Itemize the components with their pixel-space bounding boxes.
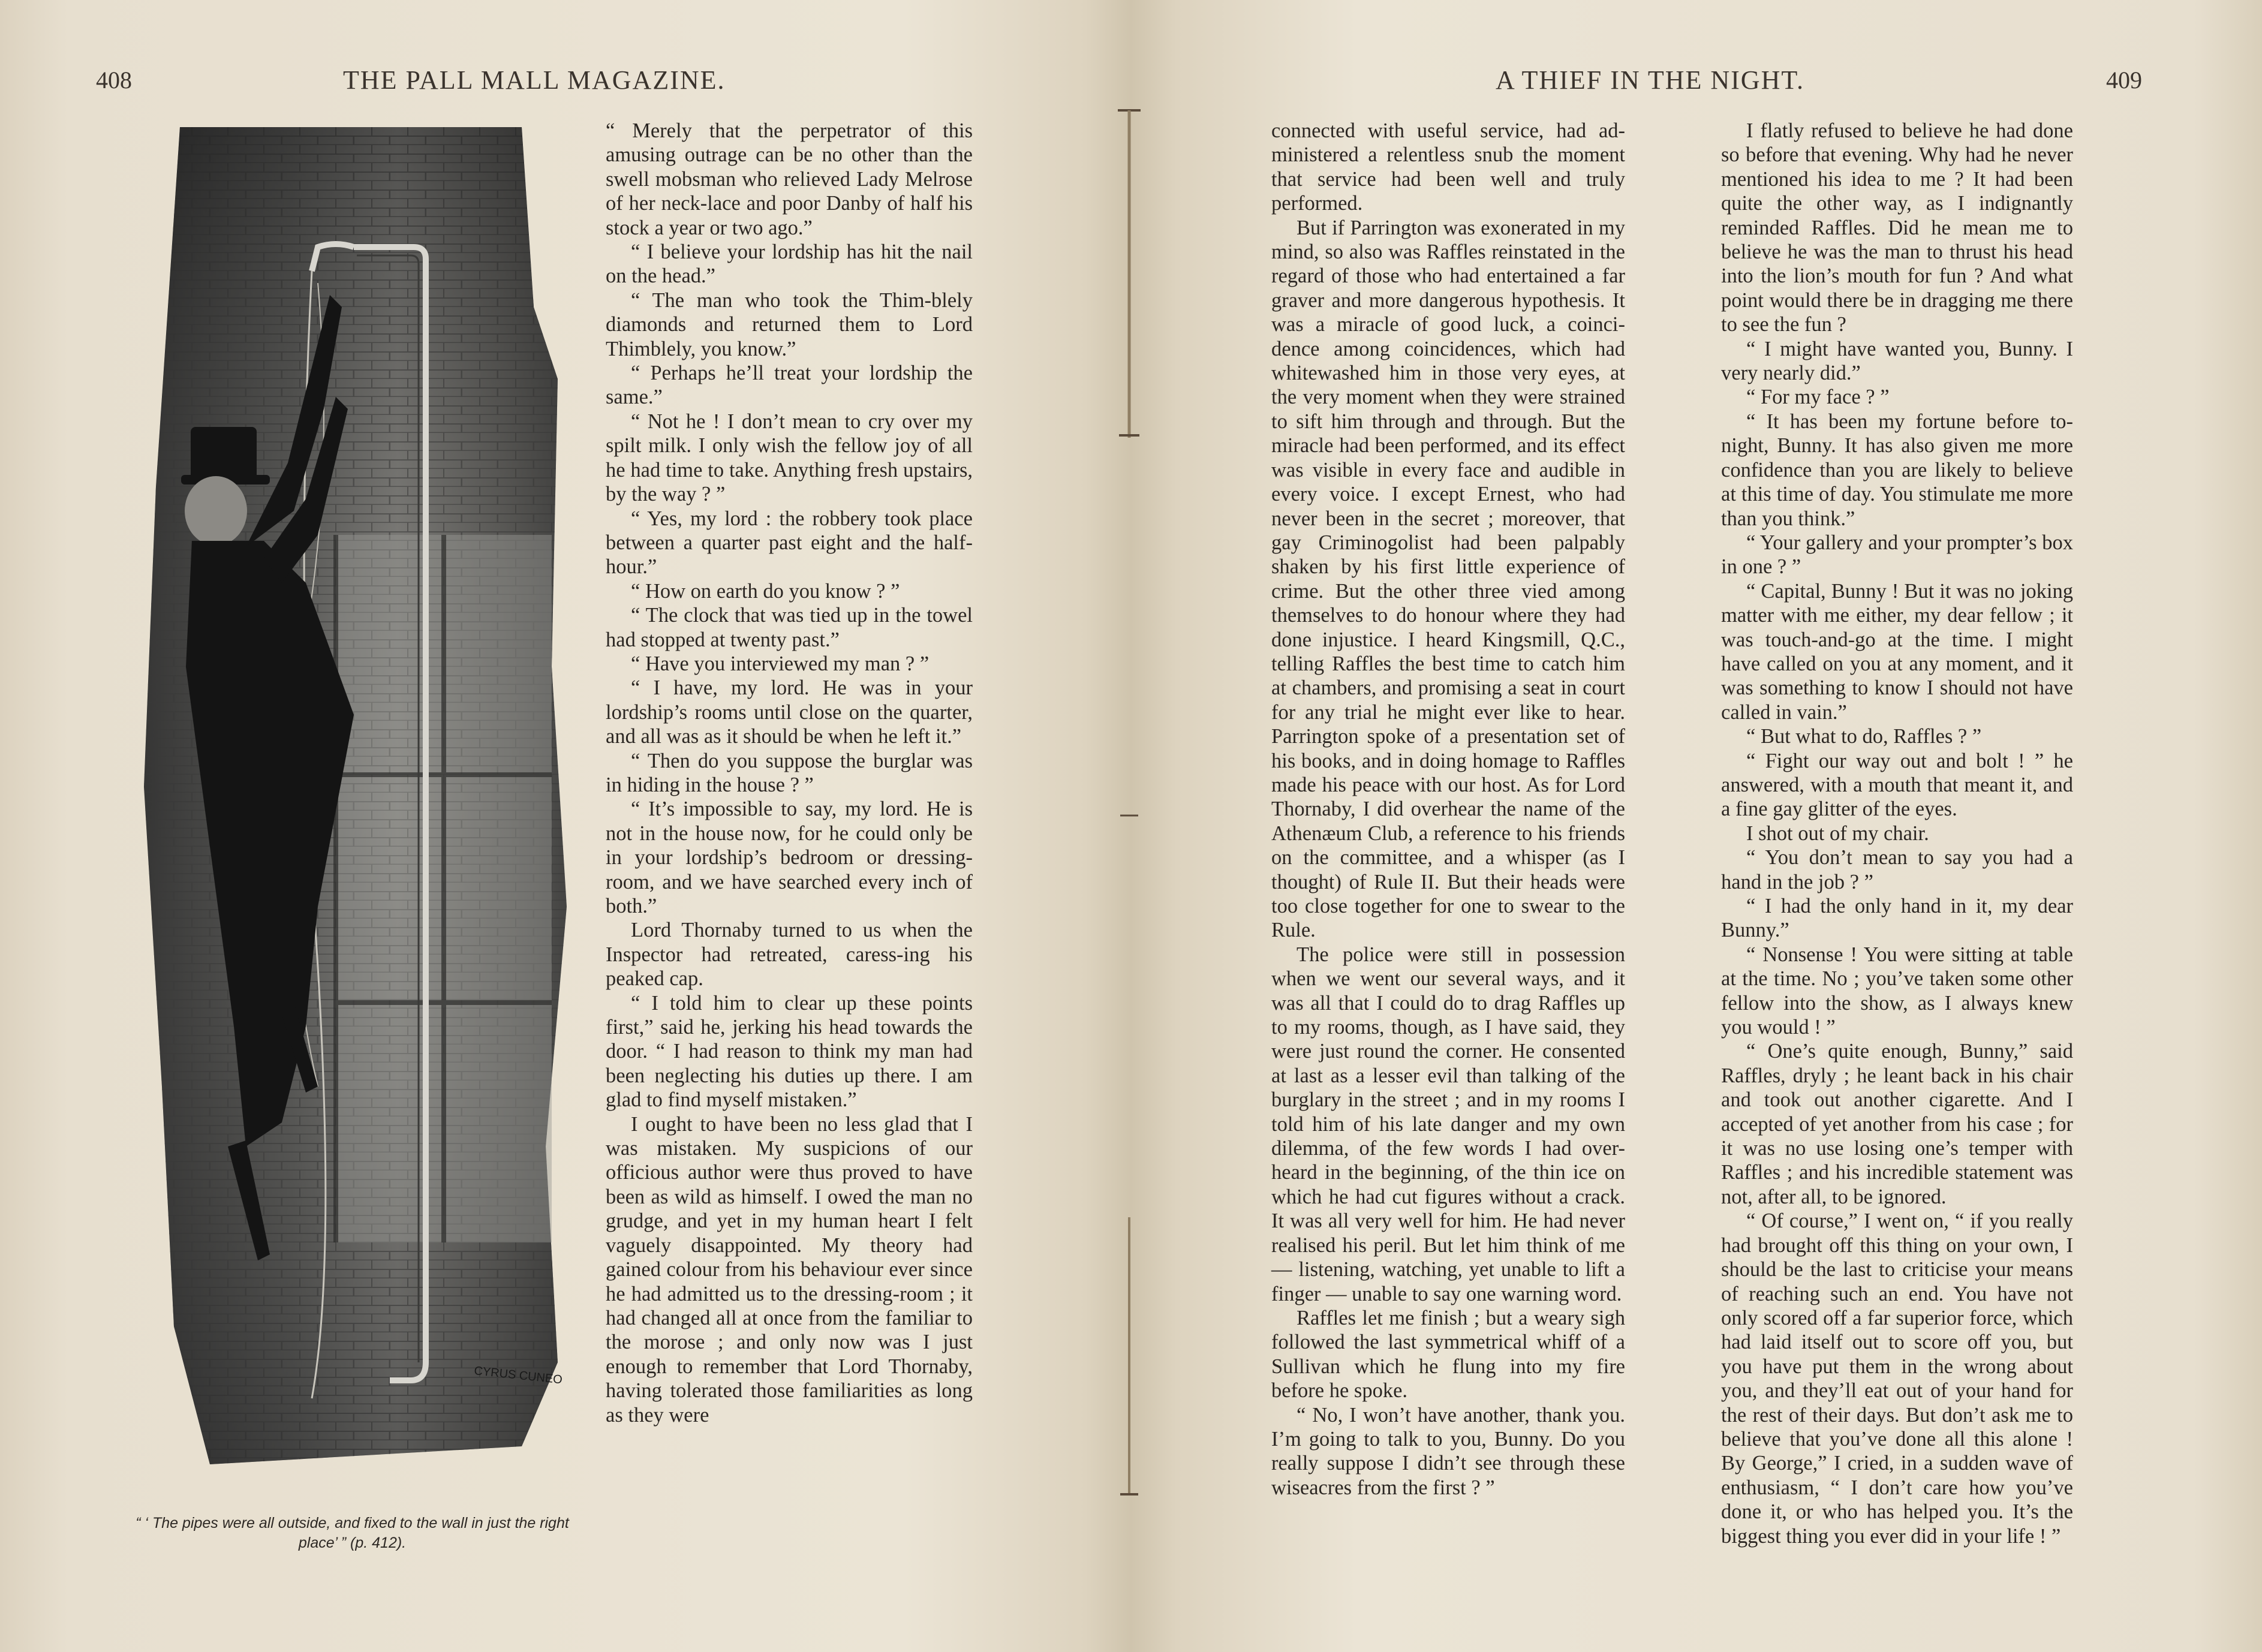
paragraph: “ It has been my fortune before to-night, Bunny. It has also given me more confidence than you are likely to believe at this time of day. You stimulate me more than you think.” (1721, 410, 2073, 530)
paragraph: “ But what to do, Raffles ? ” (1746, 725, 1982, 748)
paragraph: “ Merely that the perpetrator of this amusing outrage can be no other than the swell mobsman who relieved Lady Melrose of her neck-lace and poor Danby of half his stock a year or two ago.” (606, 119, 973, 239)
paragraph: “ You don’t mean to say you had a hand in the job ? ” (1721, 846, 2073, 893)
artist-signature: CYRUS CUNEO (473, 1364, 563, 1387)
paragraph: “ The clock that was tied up in the towel had stopped at twenty past.” (606, 604, 973, 651)
paragraph: “ Then do you suppose the burglar was in hiding in the house ? ” (606, 749, 973, 796)
paragraph: “ Capital, Bunny ! But it was no joking matter with me either, my dear fellow ; it was touch-and-go at the time. I might have called on you at any moment, and it was something to know I should not have called in vain.” (1721, 579, 2073, 724)
left-page (0, 0, 1127, 1652)
paragraph: “ Perhaps he’ll treat your lordship the same.” (606, 362, 973, 409)
page-number: 409 (2106, 67, 2142, 94)
paragraph: “ I believe your lordship has hit the nail on the head.” (606, 240, 973, 288)
paragraph: But if Parrington was exonerated in my mind, so also was Raffles reinstated in the regard of those who had entertained a far graver and more dangerous hypothesis. It was a miracle of good luck, a coinci-dence among coincidences, which had whitewashed him in those very eyes, at the very moment when they were strained to sift him through and through. But the miracle had been performed, and its effect was visible in every face and audible in every voice. I except Ernest, who had never been in the secret ; moreover, that gay Criminogolist had been palpably shaken by his first little experience of crime. But the other three vied among themselves to do honour where they had done injustice. I heard Kingsmill, Q.C., telling Raffles the best time to catch him at chambers, and promising a seat in court for any trial he might ever like to hear. Parrington spoke of a presentation set of his books, and in doing homage to Raffles made his peace with our host. As for Lord Thornaby, I did overhear the name of the Athenæum Club, a reference to his friends on the committee, and a whisper (as I thought) of Rule II. But their heads were too close together for one to swear to the Rule. (1271, 216, 1625, 942)
paragraph: “ I have, my lord. He was in your lordship’s rooms until close on the quarter, and all was as it should be when he left it.” (606, 676, 973, 748)
paragraph: I ought to have been no less glad that I was mistaken. My suspicions of our officious author were thus proved to have been as wild as himself. I owed the man no grudge, and yet in my human heart I felt vaguely disappointed. My theory had gained colour from his behaviour ever since he had admitted us to the dressing-room ; it had changed all at once from the familiar to the morose ; and only now was I just enough to remember that Lord Thornaby, having tolerated those familiarities as long as they were (606, 1112, 973, 1427)
paragraph: “ Your gallery and your prompter’s box in one ? ” (1721, 531, 2073, 579)
paragraph: Lord Thornaby turned to us when the Inspector had retreated, caress-ing his peaked cap. (606, 919, 973, 991)
paragraph: connected with useful service, had ad-ministered a relentless snub the moment that service had been well and truly performed. (1271, 119, 1625, 215)
paragraph: “ How on earth do you know ? ” (631, 579, 900, 603)
paragraph: I shot out of my chair. (1746, 822, 1929, 845)
right-text-column-1 (1271, 119, 1625, 1500)
paragraph: Raffles let me finish ; but a weary sigh followed the last symmetrical whiff of a Sullivan which he flung into my fire before he spoke. (1271, 1306, 1625, 1403)
paragraph: “ Have you interviewed my man ? ” (631, 652, 930, 675)
running-head: A THIEF IN THE NIGHT. (1496, 65, 1804, 95)
paragraph: “ Fight our way out and bolt ! ” he answered, with a mouth that meant it, and a fine gay glitter of the eyes. (1721, 749, 2073, 821)
paragraph: The police were still in possession when we went our several ways, and it was all that I could do to drag Raffles up to my rooms, though, as I have said, they were just round the corner. He consented at last as a lesser evil than talking of the burglary in the street ; and in my rooms I told him of his late danger and my own dilemma, of the few words I had over-heard in the beginning, of the thin ice on which he had cut figures without a crack. It was all very well for him. He had never realised his peril. But let him think of me — listening, watching, yet unable to lift a finger — unable to say one warning word. (1271, 943, 1625, 1305)
paragraph: “ Of course,” I went on, “ if you really had brought off this thing on your own, I should be the last to criticise your means of reaching such an end. You have not only scored off a far superior force, which had laid itself out to score off you, but you have put them in the wrong about you, and they’ll eat out of your hand for the rest of their days. But don’t ask me to believe that you’ve done all this alone ! By George,” I cried, in a sudden wave of enthusiasm, “ I don’t care how you’ve done it, or who has helped you. It’s the biggest thing you ever did in your life ! ” (1721, 1209, 2073, 1548)
right-text-column-2 (1721, 119, 2073, 1548)
paragraph: I flatly refused to believe he had done so before that evening. Why had he never mentioned his idea to me ? It had been quite the other way, as I indignantly reminded Raffles. Did he mean me to believe he was the man to thrust his head into the lion’s mouth for fun ? And what point would there be in dragging me there to see the fun ? (1721, 119, 2073, 336)
paragraph: “ It’s impossible to say, my lord. He is not in the house now, for he could only be in your lordship’s bedroom or dressing-room, and we have searched every inch of both.” (606, 798, 973, 917)
paragraph: “ I had the only hand in it, my dear Bunny.” (1721, 895, 2073, 942)
paragraph: “ Not he ! I don’t mean to cry over my spilt milk. I only wish the fellow joy of all he had time to take. Anything fresh upstairs, by the way ? ” (606, 410, 973, 506)
paragraph: “ No, I won’t have another, thank you. I’m going to talk to you, Bunny. Do you really suppose I didn’t see through these wiseacres from the first ? ” (1271, 1403, 1625, 1499)
right-page (1127, 0, 2262, 1652)
paragraph: “ I told him to clear up these points first,” said he, jerking his head towards the door. “ I had reason to think my man had been neglecting his duties up there. I am glad to find myself mistaken.” (606, 991, 973, 1112)
burglar-climbing-pipe-illustration (138, 127, 567, 1500)
illustration-caption: “ ‘ The pipes were all outside, and fixed to the wall in just the right place’ ” (p. 412). (136, 1515, 569, 1551)
illustration (138, 127, 567, 1500)
running-head: THE PALL MALL MAGAZINE. (343, 65, 726, 95)
page-number: 408 (96, 67, 132, 94)
left-text-column (606, 119, 973, 1427)
paragraph: “ Yes, my lord : the robbery took place between a quarter past eight and the half-hour.” (606, 507, 973, 579)
paragraph: “ Nonsense ! You were sitting at table at the time. No ; you’ve taken some other fellow into the show, as I always knew you would ! ” (1721, 943, 2073, 1039)
paragraph: “ The man who took the Thim-blely diamonds and returned them to Lord Thimblely, you know.” (606, 288, 973, 360)
paragraph: “ I might have wanted you, Bunny. I very nearly did.” (1721, 337, 2073, 385)
paragraph: “ For my face ? ” (1746, 386, 1890, 409)
paragraph: “ One’s quite enough, Bunny,” said Raffles, dryly ; he leant back in his chair and took out another cigarette. And I accepted of yet another from his case ; for it was no use losing one’s temper with Raffles ; and his incredible statement was not, after all, to be ignored. (1721, 1040, 2073, 1208)
